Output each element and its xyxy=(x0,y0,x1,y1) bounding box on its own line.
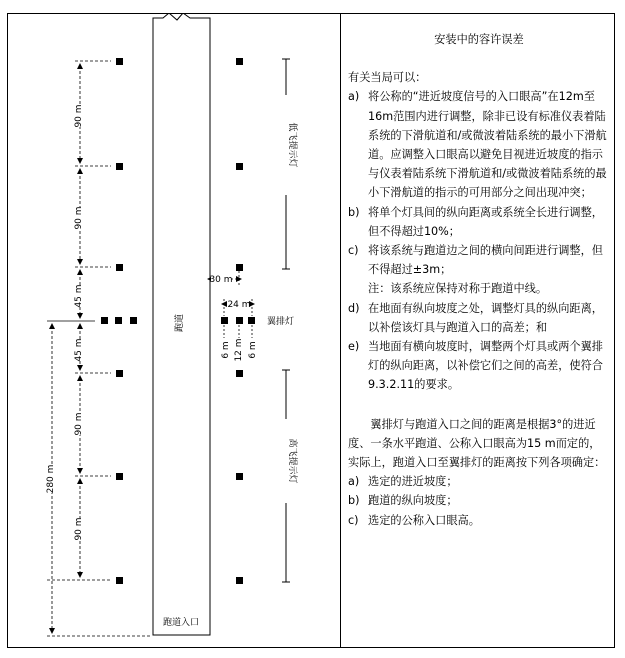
item-text: 将公称的“进近坡度信号的入口眼高”在12m至16m范围内进行调整，除非已设有标准仪表着陆系统的下滑航道和/或微波着陆系统的最小下滑航道。应调整入口眼高以避免目视进近坡度的指示与仪表着陆系统下滑航道和/或微波着陆系统的最小下滑航道的指示的可用部分之间出现冲突； xyxy=(368,90,607,200)
light xyxy=(236,577,243,584)
wing-bar-label: 翼排灯 xyxy=(267,317,295,327)
left-dimension-chain xyxy=(47,61,152,636)
light xyxy=(236,317,243,324)
item-text: 在地面有纵向坡度之处，调整灯具的纵向距离，以补偿该灯具与跑道入口的高差；和 xyxy=(368,301,603,334)
light xyxy=(248,317,255,324)
dim-90m-1: 90 m xyxy=(74,104,84,128)
dim-30m: 30 m xyxy=(209,275,233,285)
item-text: 跑道的纵向坡度； xyxy=(368,494,458,508)
light xyxy=(236,264,243,271)
list-item xyxy=(348,337,610,395)
high-light-label: 高飞提示灯 xyxy=(287,438,297,484)
list-item xyxy=(348,241,610,279)
light xyxy=(236,163,243,170)
dim-45m-upper: 45 m xyxy=(74,284,84,308)
lighting-layout-diagram xyxy=(7,13,341,648)
dim-6m-right: 6 m xyxy=(248,341,258,359)
list-item xyxy=(348,472,610,491)
item-marker: c) xyxy=(348,513,359,527)
item-marker: b) xyxy=(348,494,360,508)
item-marker: a) xyxy=(348,475,360,489)
list-item xyxy=(348,511,610,530)
item-marker: a) xyxy=(348,90,360,104)
light xyxy=(115,317,122,324)
list-item xyxy=(348,203,610,241)
item-marker: b) xyxy=(348,205,360,219)
intro-text: 有关当局可以： xyxy=(348,71,427,85)
light xyxy=(116,370,123,377)
dim-90m-3: 90 m xyxy=(74,412,84,436)
right-light-column xyxy=(221,58,255,584)
item-text: 当地面有横向坡度时，调整两个灯具或两个翼排灯的纵向距离，以补偿它们之间的高差，使符合9.3.2.11的要求。 xyxy=(368,340,603,392)
dim-45m-lower: 45 m xyxy=(74,338,84,362)
light xyxy=(116,163,123,170)
light xyxy=(236,58,243,65)
note-text: 注：该系统应保持对称于跑道中线。 xyxy=(368,282,548,296)
light xyxy=(116,577,123,584)
light xyxy=(130,317,137,324)
light xyxy=(116,264,123,271)
dim-24m: 24 m xyxy=(227,300,251,310)
dim-280m: 280 m xyxy=(46,464,56,494)
left-light-column xyxy=(101,58,137,584)
tolerance-text xyxy=(348,30,610,530)
dim-12m: 12 m xyxy=(234,338,244,362)
light xyxy=(221,317,228,324)
list-item xyxy=(348,299,610,337)
low-light-label: 低飞提示灯 xyxy=(287,122,297,168)
wing-bar-paragraph: 翼排灯与跑道入口之间的距离是根据3°的进近度、一条水平跑道、公称入口眼高为15 m而定的，实际上，跑道入口至翼排灯的距离按下列各项确定： xyxy=(348,417,606,470)
light xyxy=(236,473,243,480)
item-text: 选定的公称入口眼高。 xyxy=(368,513,480,527)
runway-threshold-label: 跑道入口 xyxy=(162,618,200,628)
dim-90m-2: 90 m xyxy=(74,206,84,230)
light xyxy=(116,473,123,480)
light xyxy=(236,370,243,377)
list-item xyxy=(348,87,610,202)
item-marker: e) xyxy=(348,340,360,354)
dim-6m-left: 6 m xyxy=(221,341,231,359)
light xyxy=(101,317,108,324)
list-item xyxy=(348,491,610,510)
dim-90m-4: 90 m xyxy=(74,517,84,541)
item-text: 将单个灯具间的纵向距离或系统全长进行调整，但不得超过10%； xyxy=(368,205,603,238)
item-text: 将该系统与跑道边之间的横向间距进行调整，但不得超过±3m； xyxy=(368,244,603,277)
runway-label: 跑道 xyxy=(175,313,185,333)
item-marker: c) xyxy=(348,244,359,258)
section-title: 安装中的容许误差 xyxy=(434,33,524,46)
item-text: 选定的进近坡度； xyxy=(368,475,458,489)
light xyxy=(116,58,123,65)
item-marker: d) xyxy=(348,301,360,315)
